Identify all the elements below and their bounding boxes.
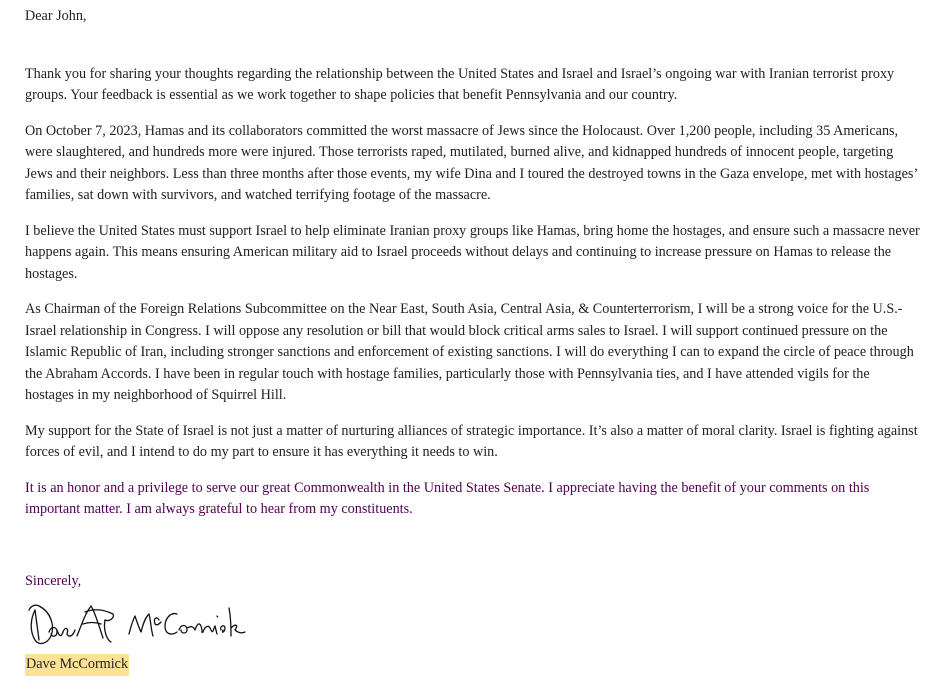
handwritten-signature-icon (25, 596, 249, 652)
email-letter-body (25, 6, 920, 676)
paragraph-support-israel: I believe the United States must support Israel to help eliminate Iranian proxy groups like Hamas, bring home the hostages, and ensure such a massacre never happens again. This means ensuring American military aid to Israel proceeds without delays and continuing to increase pressure on Hamas to release the hostages. (25, 222, 920, 282)
paragraph-honor: It is an honor and a privilege to serve our great Commonwealth in the United States Senate. I appreciate having the benefit of your comments on this important matter. I am always grateful to hear from my constituents. (25, 479, 870, 517)
paragraph-thanks: Thank you for sharing your thoughts regarding the relationship between the United States and Israel and Israel’s ongoing war with Iranian terrorist proxy groups. Your feedback is essential as we work together to shape policies that benefit Pennsylvania and our country. (25, 65, 895, 103)
paragraph-october-7: On October 7, 2023, Hamas and its collaborators committed the worst massacre of Jews since the Holocaust. Over 1,200 people, including 35 Americans, were slaughtered, and hundreds more were injured. Those terrorists raped, mutilated, burned alive, and kidnapped hundreds of innocent people, targeting Jews and their neighbors. Less than three months after those events, my wife Dina and I toured the destroyed towns in the Gaza envelope, met with hostages’ families, sat down with survivors, and watched terrifying footage of the massacre. (25, 122, 918, 203)
closing: Sincerely, (25, 572, 82, 589)
signer-name: Dave McCormick (25, 654, 129, 676)
paragraph-chairman-role: As Chairman of the Foreign Relations Subcommittee on the Near East, South Asia, Central Asia, & Counterterrorism, I will be a strong voice for the U.S.-Israel relationship in Congress. I will oppose any resolution or bill that would block critical arms sales to Israel. I will support continued pressure on the Islamic Republic of Iran, including stronger sanctions and enforcement of existing sanctions. I will do everything I can to expand the circle of peace through the Abraham Accords. I have been in regular touch with hostage families, particularly those with Pennsylvania ties, and I have attended vigils for the hostages in my neighborhood of Squirrel Hill. (25, 301, 914, 403)
greeting: Dear John, (25, 8, 87, 24)
paragraph-moral-clarity: My support for the State of Israel is not just a matter of nurturing alliances of strategic importance. It’s also a matter of moral clarity. Israel is fighting against forces of evil, and I intend to do my part to ensure it has everything it needs to win. (25, 422, 918, 460)
